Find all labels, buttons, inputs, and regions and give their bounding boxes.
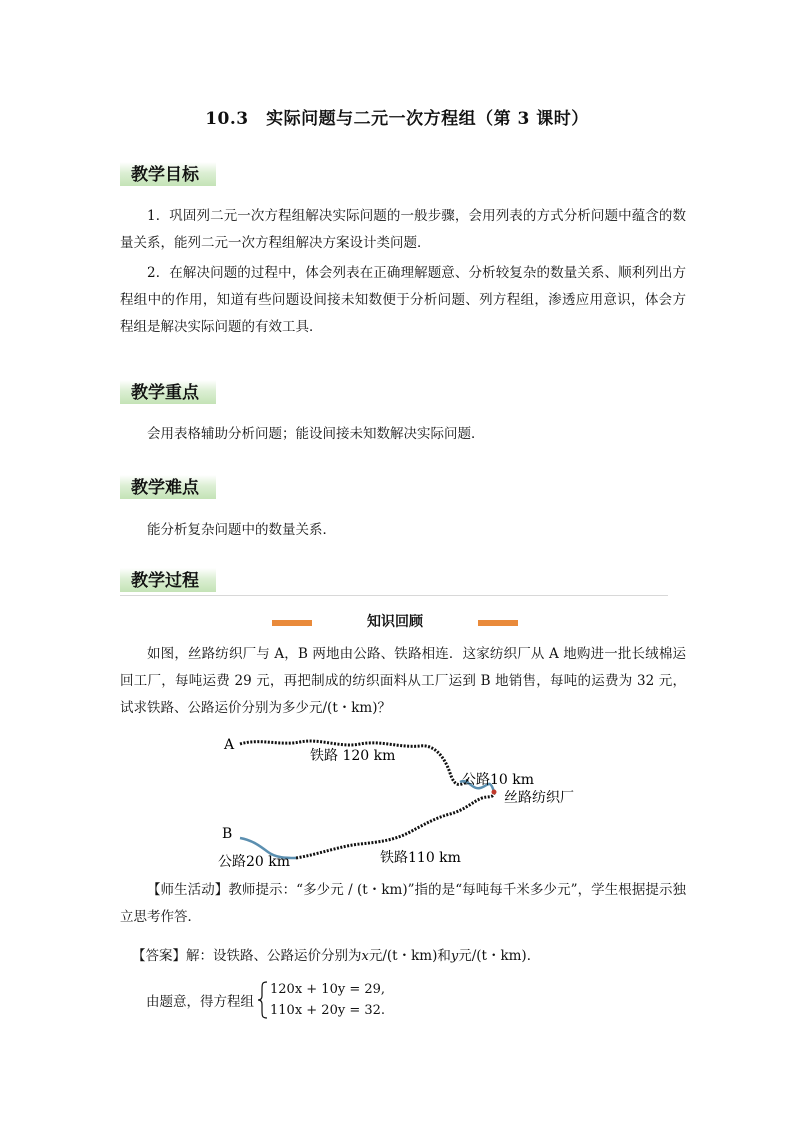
key-text: 会用表格辅助分析问题；能设间接未知数解决实际问题． <box>147 426 485 442</box>
route-diagram <box>210 728 610 868</box>
orange-marker-left <box>272 620 312 626</box>
var-x: x <box>361 949 369 964</box>
answer-mid1: 元/(t・km)和 <box>368 948 451 964</box>
factory-label: 丝路纺织厂 <box>504 790 574 806</box>
goals-paragraph-1: 1．巩固列二元一次方程组解决实际问题的一般步骤，会用列表的方式分析问题中蕴含的数量关系，能列二元一次方程组解决方案设计类问题． <box>120 208 686 251</box>
orange-marker-right <box>478 620 518 626</box>
section-key-label: 教学重点 <box>131 383 199 403</box>
equation-1: 120x + 10y = 29, <box>270 982 386 997</box>
equation-2: 110x + 20y = 32. <box>270 1003 386 1018</box>
brace-icon <box>256 980 270 1020</box>
railway-b-path <box>296 794 494 858</box>
factory-dot <box>492 790 497 795</box>
answer-mid2: 元/(t・km)． <box>458 948 541 964</box>
road-a-label: 公路10 km <box>462 772 535 788</box>
page-title: 10.3 实际问题与二元一次方程组（第 3 课时） <box>205 109 589 129</box>
goals-paragraph-2: 2．在解决问题的过程中，体会列表在正确理解题意、分析较复杂的数量关系、顺利列出方程组中的作用，知道有些问题设间接未知数便于分析问题、列方程组，渗透应用意识，体会方程组是解决实际问题的有效工具． <box>120 265 686 335</box>
activity-text: 教师提示：“多少元 / (t・km)”指的是“每吨每千米多少元”，学生根据提示独立思考作答． <box>120 882 687 925</box>
railway-b-label: 铁路110 km <box>380 850 461 866</box>
answer-line <box>132 944 540 964</box>
var-y: y <box>450 949 459 964</box>
problem-text: 如图，丝路纺织厂与 A，B 两地由公路、铁路相连．这家纺织厂从 A 地购进一批长绒棉运回工厂，每吨运费 29 元，再把制成的纺织面料从工厂运到 B 地销售，每吨的运费为 32 元，试求铁路、公路运价分别为多少元/(t・km)？ <box>120 646 686 716</box>
section-difficult-label: 教学难点 <box>131 478 199 498</box>
railway-a-label: 铁路 120 km <box>310 748 396 764</box>
answer-tag: 【答案】 <box>132 948 186 964</box>
answer-pre: 解：设铁路、公路运价分别为 <box>186 948 362 964</box>
difficult-text: 能分析复杂问题中的数量关系． <box>147 522 336 538</box>
section-process-label: 教学过程 <box>131 571 199 591</box>
road-b-label: 公路20 km <box>218 854 291 868</box>
label-a: A <box>224 737 235 753</box>
divider-line <box>120 595 668 596</box>
section-goals-label: 教学目标 <box>131 165 199 185</box>
review-heading: 知识回顾 <box>367 614 423 630</box>
activity-paragraph <box>120 877 686 931</box>
label-b: B <box>222 826 233 842</box>
system-intro: 由题意，得方程组 <box>146 994 254 1010</box>
activity-tag: 【师生活动】 <box>147 882 229 898</box>
